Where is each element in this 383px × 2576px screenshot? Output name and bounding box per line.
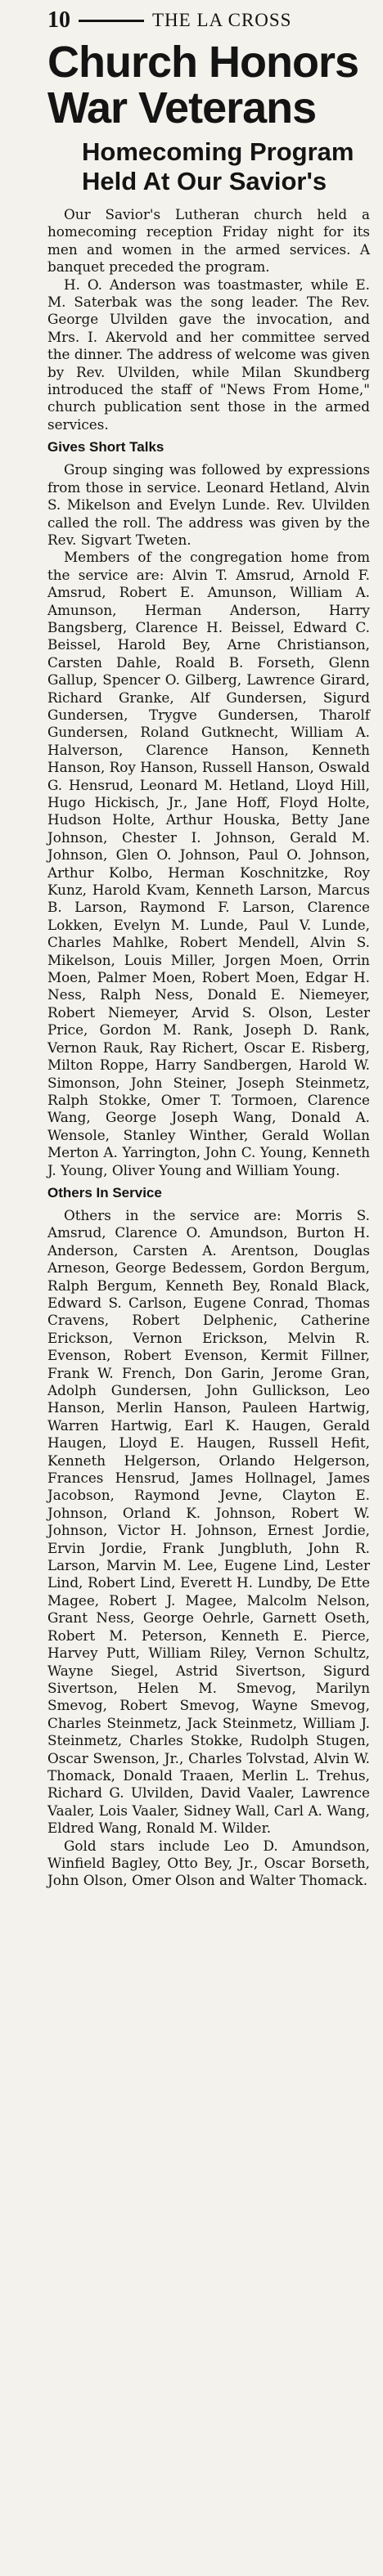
paragraph-program: H. O. Anderson was toastmaster, while E. M. Saterbak was the song leader. The Rev. George Ulvilden gave the invocation, and Mrs. I. Akervold and her committee served the dinner. The address of welcome was given by Rev. Ulvilden, while Milan Skundberg introduced the staff of "News From Home," church publication sent those in the armed services.	[47, 276, 370, 433]
section-heading-service: Others In Service	[47, 1184, 162, 1200]
paragraph-gold-stars: Gold stars include Leo D. Amundson, Winfield Bagley, Otto Bey, Jr., Oscar Borseth, John Olson, Omer Olson and Walter Thomack.	[47, 1837, 370, 1889]
paragraph-members-home: Members of the congregation home from the service are: Alvin T. Amsrud, Arnold F. Amsrud, Robert E. Amunson, William A. Amunson, Herman Anderson, Harry Bangsberg, Clarence H. Beissel, Edward C. Beissel, Harold Bey, Arne Christianson, Carsten Dahle, Roald B. Forseth, Glenn Gallup, Spencer O. Gilberg, Lawrence Girard, Richard Granke, Alf Gundersen, Sigurd Gundersen, Trygve Gundersen, Tharolf Gundersen, Roland Gutknecht, William A. Halverson, Clarence Hanson, Kenneth Hanson, Roy Hanson, Russell Hanson, Oswald G. Hensrud, Leonard M. Hetland, Lloyd Hill, Hugo Hickisch, Jr., Jane Hoff, Floyd Holte, Hudson Holte, Arthur Houska, Betty Jane Johnson, Chester I. Johnson, Gerald M. Johnson, Glen O. Johnson, Paul O. Johnson, Arthur Kolbo, Herman Koschnitzke, Roy Kunz, Harold Kvam, Kenneth Larson, Marcus B. Larson, Raymond F. Larson, Clarence Lokken, Evelyn M. Lunde, Paul V. Lunde, Charles Mahlke, Robert Mendell, Alvin S. Mikelson, Louis Miller, Jorgen Moen, Orrin Moen, Palmer Moen, Robert Moen, Edgar H. Ness, Ralph Ness, Donald E. Niemeyer, Robert Niemeyer, Arvid S. Olson, Lester Price, Gordon M. Rank, Joseph D. Rank, Vernon Rauk, Ray Richert, Oscar E. Risberg, Milton Roppe, Harry Sandbergen, Harold W. Simonson, John Steiner, Joseph Steinmetz, Ralph Stokke, Omer T. Tormoen, Clarence Wang, George Joseph Wang, Donald A. Wensole, Stanley Winther, Gerald Wollan Merton A. Yarrington, John C. Young, Kenneth J. Young, Oliver Young and William Young.	[47, 549, 370, 1178]
section-heading-talks: Gives Short Talks	[47, 439, 164, 456]
paragraph-talks: Group singing was followed by expressions from those in service. Leonard Hetland, Alvin S. Mikelson and Evelyn Lunde. Rev. Ulvilden called the roll. The address was given by the Rev. Sigvart Tweten.	[47, 461, 370, 548]
subheadline	[82, 137, 370, 196]
paper-name: THE LA CROSS	[152, 10, 292, 30]
masthead	[47, 7, 370, 34]
headline	[47, 39, 370, 131]
paragraph-intro: Our Savior's Lutheran church held a homecoming reception Friday night for its men and women in the armed services. A banquet preceded the program.	[47, 206, 370, 276]
headline-line-1: Church Honors	[47, 38, 359, 87]
page-number: 10	[47, 7, 70, 33]
subheadline-line-2: Held At Our Savior's	[82, 167, 327, 195]
masthead-rule	[79, 20, 144, 22]
subheadline-line-1: Homecoming Program	[82, 137, 354, 166]
headline-line-2: War Veterans	[47, 83, 317, 132]
paragraph-others-in-service: Others in the service are: Morris S. Amsrud, Clarence O. Amundson, Burton H. Anderson, Carsten A. Arentson, Douglas Arneson, George Bedessem, Gordon Bergum, Ralph Bergum, Kenneth Bey, Ronald Black, Edward S. Carlson, Eugene Conrad, Thomas Cravens, Robert Delphenic, Catherine Erickson, Vernon Erickson, Melvin R. Evenson, Robert Evenson, Kermit Fillner, Frank W. French, Don Garin, Jerome Gran, Adolph Gundersen, John Gullickson, Leo Hanson, Merlin Hanson, Pauleen Hartwig, Warren Hartwig, Earl K. Haugen, Gerald Haugen, Lloyd E. Haugen, Russell Hefit, Kenneth Helgerson, Orlando Helgerson, Frances Hensrud, James Hollnagel, James Jacobson, Raymond Jevne, Clayton E. Johnson, Orland K. Johnson, Robert W. Johnson, Victor H. Johnson, Ernest Jordie, Ervin Jordie, Frank Jungbluth, John R. Larson, Marvin M. Lee, Eugene Lind, Lester Lind, Robert Lind, Everett H. Lundby, De Ette Magee, Robert J. Magee, Malcolm Nelson, Grant Ness, George Oehrle, Garnett Oseth, Robert M. Peterson, Kenneth E. Pierce, Harvey Putt, William Riley, Vernon Schultz, Wayne Siegel, Astrid Sivertson, Sigurd Sivertson, Helen M. Smevog, Marilyn Smevog, Robert Smevog, Wayne Smevog, Charles Steinmetz, Jack Steinmetz, William J. Steinmetz, Charles Stokke, Rudolph Stugen, Oscar Swenson, Jr., Charles Tolvstad, Alvin W. Thomack, Donald Traaen, Merlin L. Trehus, Richard G. Ulvilden, David Vaaler, Lawrence Vaaler, Lois Vaaler, Sidney Wall, Carl A. Wang, Eldred Wang, Ronald M. Wilder.	[47, 1206, 370, 1837]
